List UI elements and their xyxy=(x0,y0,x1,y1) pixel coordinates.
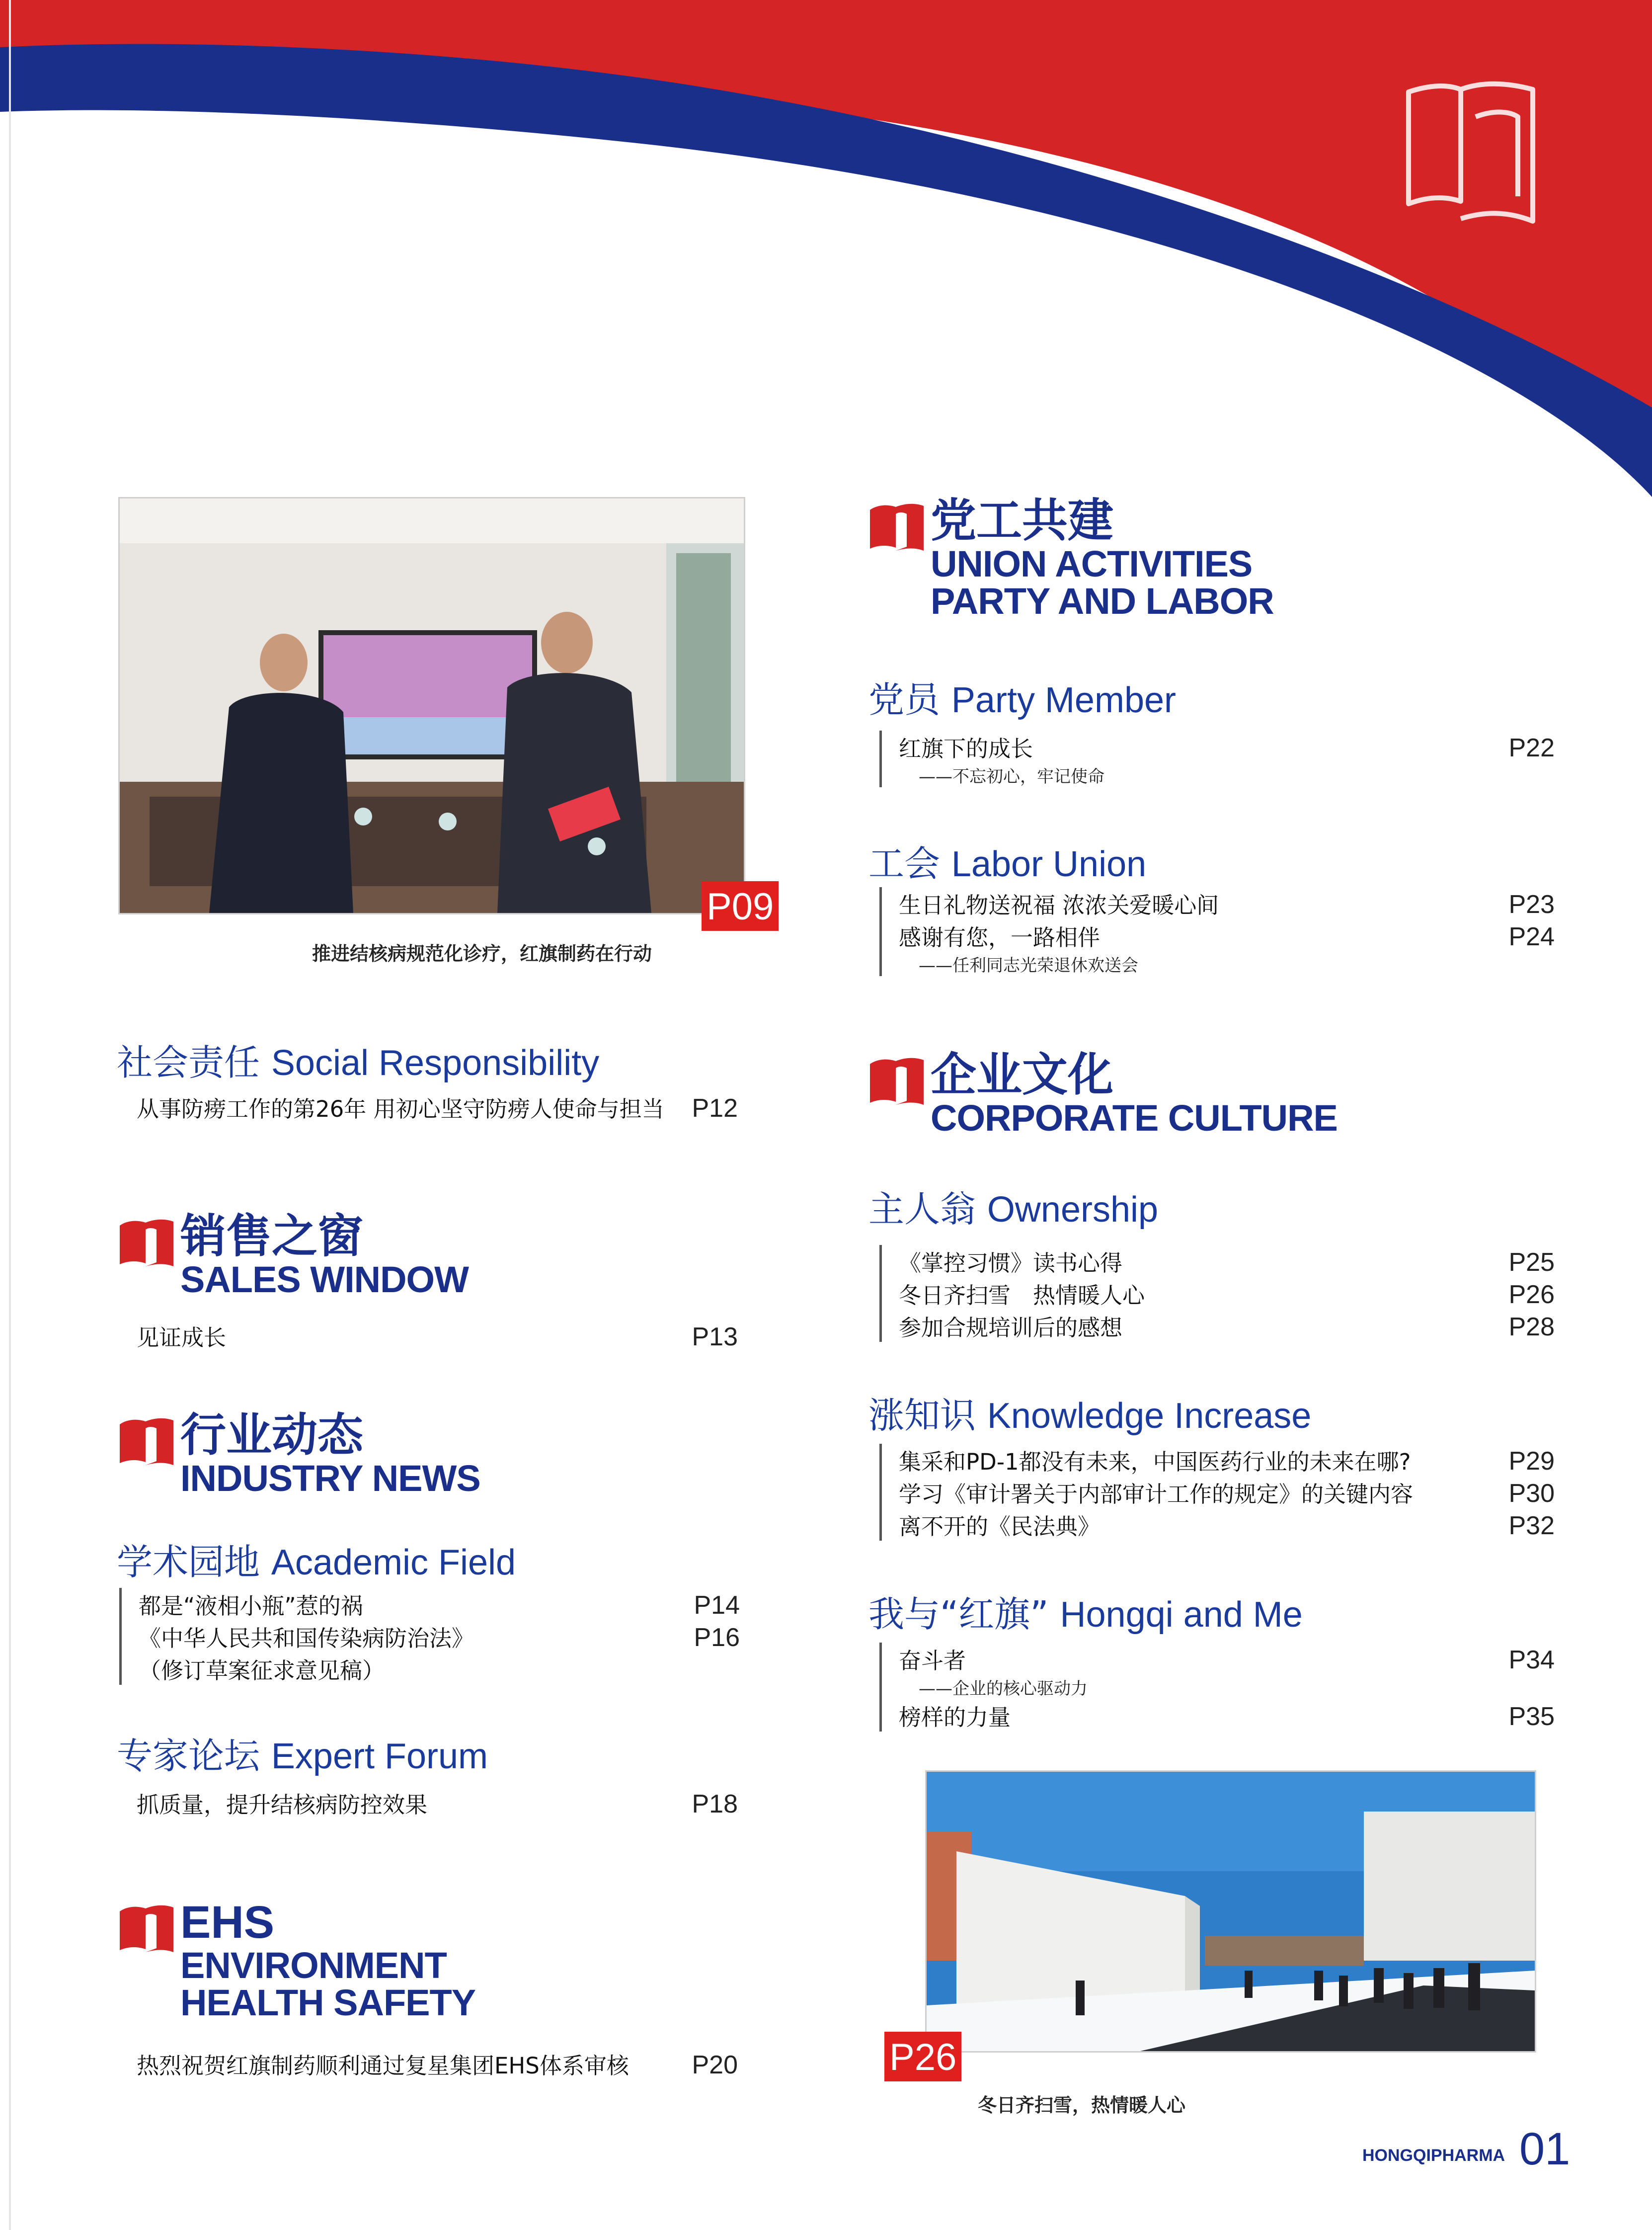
section-heading-culture xyxy=(867,1048,1337,1139)
entry-page: P12 xyxy=(692,1094,738,1123)
section-title-en-2: PARTY AND LABOR xyxy=(931,580,1274,622)
toc-entry[interactable] xyxy=(137,1787,738,1819)
entry-page: P20 xyxy=(692,2051,738,2079)
entry-title: 见证成长 xyxy=(137,1324,227,1351)
page-edge xyxy=(9,0,11,2230)
section-title-en: SALES WINDOW xyxy=(180,1258,469,1300)
expert-list xyxy=(137,1787,738,1819)
hongqi-logo-icon xyxy=(117,1900,176,1955)
title-zh: 专家论坛 xyxy=(117,1735,260,1777)
entry-title: 热烈祝贺红旗制药顺利通过复星集团EHS体系审核 xyxy=(137,2053,629,2079)
section-title-en: CORPORATE CULTURE xyxy=(931,1097,1337,1139)
title-en: Academic Field xyxy=(271,1543,516,1582)
knowledge-list xyxy=(879,1444,1555,1541)
hongqi-outline-logo-icon xyxy=(1401,77,1540,226)
title-zh: 学术园地 xyxy=(117,1541,260,1583)
entry-page: P30 xyxy=(1508,1479,1555,1508)
entry-title: 冬日齐扫雪 热情暖人心 xyxy=(899,1282,1145,1309)
footer-brand: HONGQIPHARMA xyxy=(1362,2146,1505,2165)
entry-title: 感谢有您，一路相伴 xyxy=(899,924,1101,951)
entry-subtitle: ——任利同志光荣退休欢送会 xyxy=(919,956,1138,976)
toc-entry[interactable] xyxy=(899,1508,1555,1541)
academic-list xyxy=(119,1588,740,1685)
title-zh: 主人翁 xyxy=(868,1188,976,1230)
entry-page: P35 xyxy=(1508,1702,1555,1731)
section-heading-party xyxy=(867,494,1274,622)
title-en: Ownership xyxy=(987,1190,1159,1230)
page-number: 01 xyxy=(1519,2124,1571,2174)
entry-page: P13 xyxy=(692,1322,738,1351)
section-title-zh: 企业文化 xyxy=(931,1048,1114,1101)
entry-page: P23 xyxy=(1508,890,1555,919)
hongqi-logo-icon xyxy=(867,499,927,554)
toc-entry[interactable] xyxy=(899,887,1555,919)
entry-page: P18 xyxy=(692,1790,738,1818)
entry-title: 生日礼物送祝福 浓浓关爱暖心间 xyxy=(899,892,1219,918)
entry-title: 抓质量，提升结核病防控效果 xyxy=(137,1792,428,1818)
title-zh: 社会责任 xyxy=(117,1042,260,1083)
section-title-en-2: HEALTH SAFETY xyxy=(180,1982,476,2024)
title-zh: 我与“红旗” xyxy=(868,1593,1049,1635)
title-en: Expert Forum xyxy=(271,1736,488,1776)
entry-title: 红旗下的成长 xyxy=(899,736,1033,762)
entry-page: P26 xyxy=(1508,1280,1555,1309)
social-list xyxy=(137,1091,738,1123)
toc-entry[interactable] xyxy=(139,1620,740,1652)
entry-title: 《中华人民共和国传染病防治法》 xyxy=(139,1625,474,1652)
photo-illustration xyxy=(120,498,744,913)
title-en: Hongqi and Me xyxy=(1060,1595,1303,1635)
entry-page: P22 xyxy=(1508,734,1555,762)
ehs-list xyxy=(137,2048,738,2080)
entry-page: P24 xyxy=(1508,922,1555,951)
subsection-title-hongqi xyxy=(868,1585,1303,1637)
toc-entry[interactable] xyxy=(899,919,1555,952)
section-heading-sales xyxy=(117,1210,469,1300)
section-title-en: ENVIRONMENT xyxy=(180,1944,447,1986)
entry-page: P14 xyxy=(694,1591,740,1620)
signing-ceremony-photo xyxy=(118,497,745,914)
toc-entry[interactable] xyxy=(137,1320,738,1352)
toc-entry[interactable] xyxy=(899,1699,1555,1732)
entry-subtitle: ——不忘初心，牢记使命 xyxy=(919,767,1104,787)
title-zh: 党员 xyxy=(868,679,941,721)
entry-title: 参加合规培训后的感想 xyxy=(899,1315,1123,1341)
entry-title: 离不开的《民法典》 xyxy=(899,1513,1101,1540)
toc-entry-note xyxy=(139,1652,740,1685)
entry-page: P32 xyxy=(1508,1511,1555,1540)
toc-entry[interactable] xyxy=(899,1476,1555,1508)
toc-entry[interactable] xyxy=(137,1091,738,1123)
photo-caption: 推进结核病规范化诊疗，红旗制药在行动 xyxy=(312,943,652,965)
section-heading-industry xyxy=(117,1408,480,1499)
subsection-title-member xyxy=(868,671,1176,723)
labor-list xyxy=(879,887,1555,976)
toc-entry[interactable] xyxy=(899,1444,1555,1476)
toc-entry[interactable] xyxy=(137,2048,738,2080)
hongqi-list xyxy=(879,1643,1555,1732)
entry-title: 学习《审计署关于内部审计工作的规定》的关键内容 xyxy=(899,1481,1414,1507)
title-en: Knowledge Increase xyxy=(987,1396,1312,1436)
entry-page: P25 xyxy=(1508,1248,1555,1277)
entry-title: 都是“液相小瓶”惹的祸 xyxy=(139,1593,363,1619)
hongqi-logo-icon xyxy=(117,1413,176,1468)
section-heading-ehs xyxy=(117,1899,475,2022)
title-zh: 工会 xyxy=(868,843,941,885)
sales-list xyxy=(137,1320,738,1352)
subsection-title-ownership xyxy=(868,1180,1158,1232)
toc-entry[interactable] xyxy=(899,1277,1555,1310)
header-banner xyxy=(0,0,1652,497)
subsection-title-expert xyxy=(117,1727,488,1779)
entry-title: 奋斗者 xyxy=(899,1648,966,1674)
subsection-title-knowledge xyxy=(868,1387,1311,1438)
subsection-title-labor xyxy=(868,835,1146,887)
toc-entry[interactable] xyxy=(899,1643,1555,1675)
snow-clearing-photo xyxy=(925,1770,1536,2053)
title-en: Social Responsibility xyxy=(271,1043,600,1083)
photo-caption: 冬日齐扫雪，热情暖人心 xyxy=(978,2094,1186,2116)
page-badge-p26: P26 xyxy=(884,2032,961,2081)
entry-title: 《掌控习惯》读书心得 xyxy=(899,1250,1123,1276)
entry-title: 从事防痨工作的第26年 用初心坚守防痨人使命与担当 xyxy=(137,1096,664,1122)
toc-entry[interactable] xyxy=(899,1310,1555,1342)
entry-subtitle: （修订草案征求意见稿） xyxy=(139,1657,385,1684)
section-title-zh: 党工共建 xyxy=(931,494,1114,547)
entry-title: 集采和PD-1都没有未来，中国医药行业的未来在哪? xyxy=(899,1449,1411,1475)
ownership-list xyxy=(879,1245,1555,1342)
toc-entry[interactable] xyxy=(139,1588,740,1620)
section-title-en: INDUSTRY NEWS xyxy=(180,1457,480,1499)
toc-entry[interactable] xyxy=(899,731,1555,763)
hongqi-logo-icon xyxy=(117,1215,176,1269)
hongqi-logo-icon xyxy=(867,1053,927,1108)
subsection-title-social xyxy=(117,1034,599,1085)
entry-page: P28 xyxy=(1508,1313,1555,1341)
section-title-en: UNION ACTIVITIES xyxy=(931,543,1253,584)
toc-entry[interactable] xyxy=(899,1245,1555,1277)
member-list xyxy=(879,731,1555,787)
title-en: Labor Union xyxy=(951,844,1147,884)
subsection-title-academic xyxy=(117,1533,516,1585)
entry-page: P16 xyxy=(694,1623,740,1652)
entry-title: 榜样的力量 xyxy=(899,1704,1011,1731)
entry-page: P34 xyxy=(1508,1646,1555,1674)
section-title-zh: 销售之窗 xyxy=(180,1210,364,1263)
title-en: Party Member xyxy=(951,680,1177,720)
title-zh: 涨知识 xyxy=(868,1395,976,1436)
entry-subtitle: ——企业的核心驱动力 xyxy=(919,1679,1088,1699)
entry-page: P29 xyxy=(1508,1447,1555,1476)
page-badge-p09: P09 xyxy=(702,881,779,931)
section-title-zh: 行业动态 xyxy=(180,1408,364,1462)
photo-illustration xyxy=(927,1772,1535,2051)
section-title-zh: EHS xyxy=(180,1897,275,1948)
